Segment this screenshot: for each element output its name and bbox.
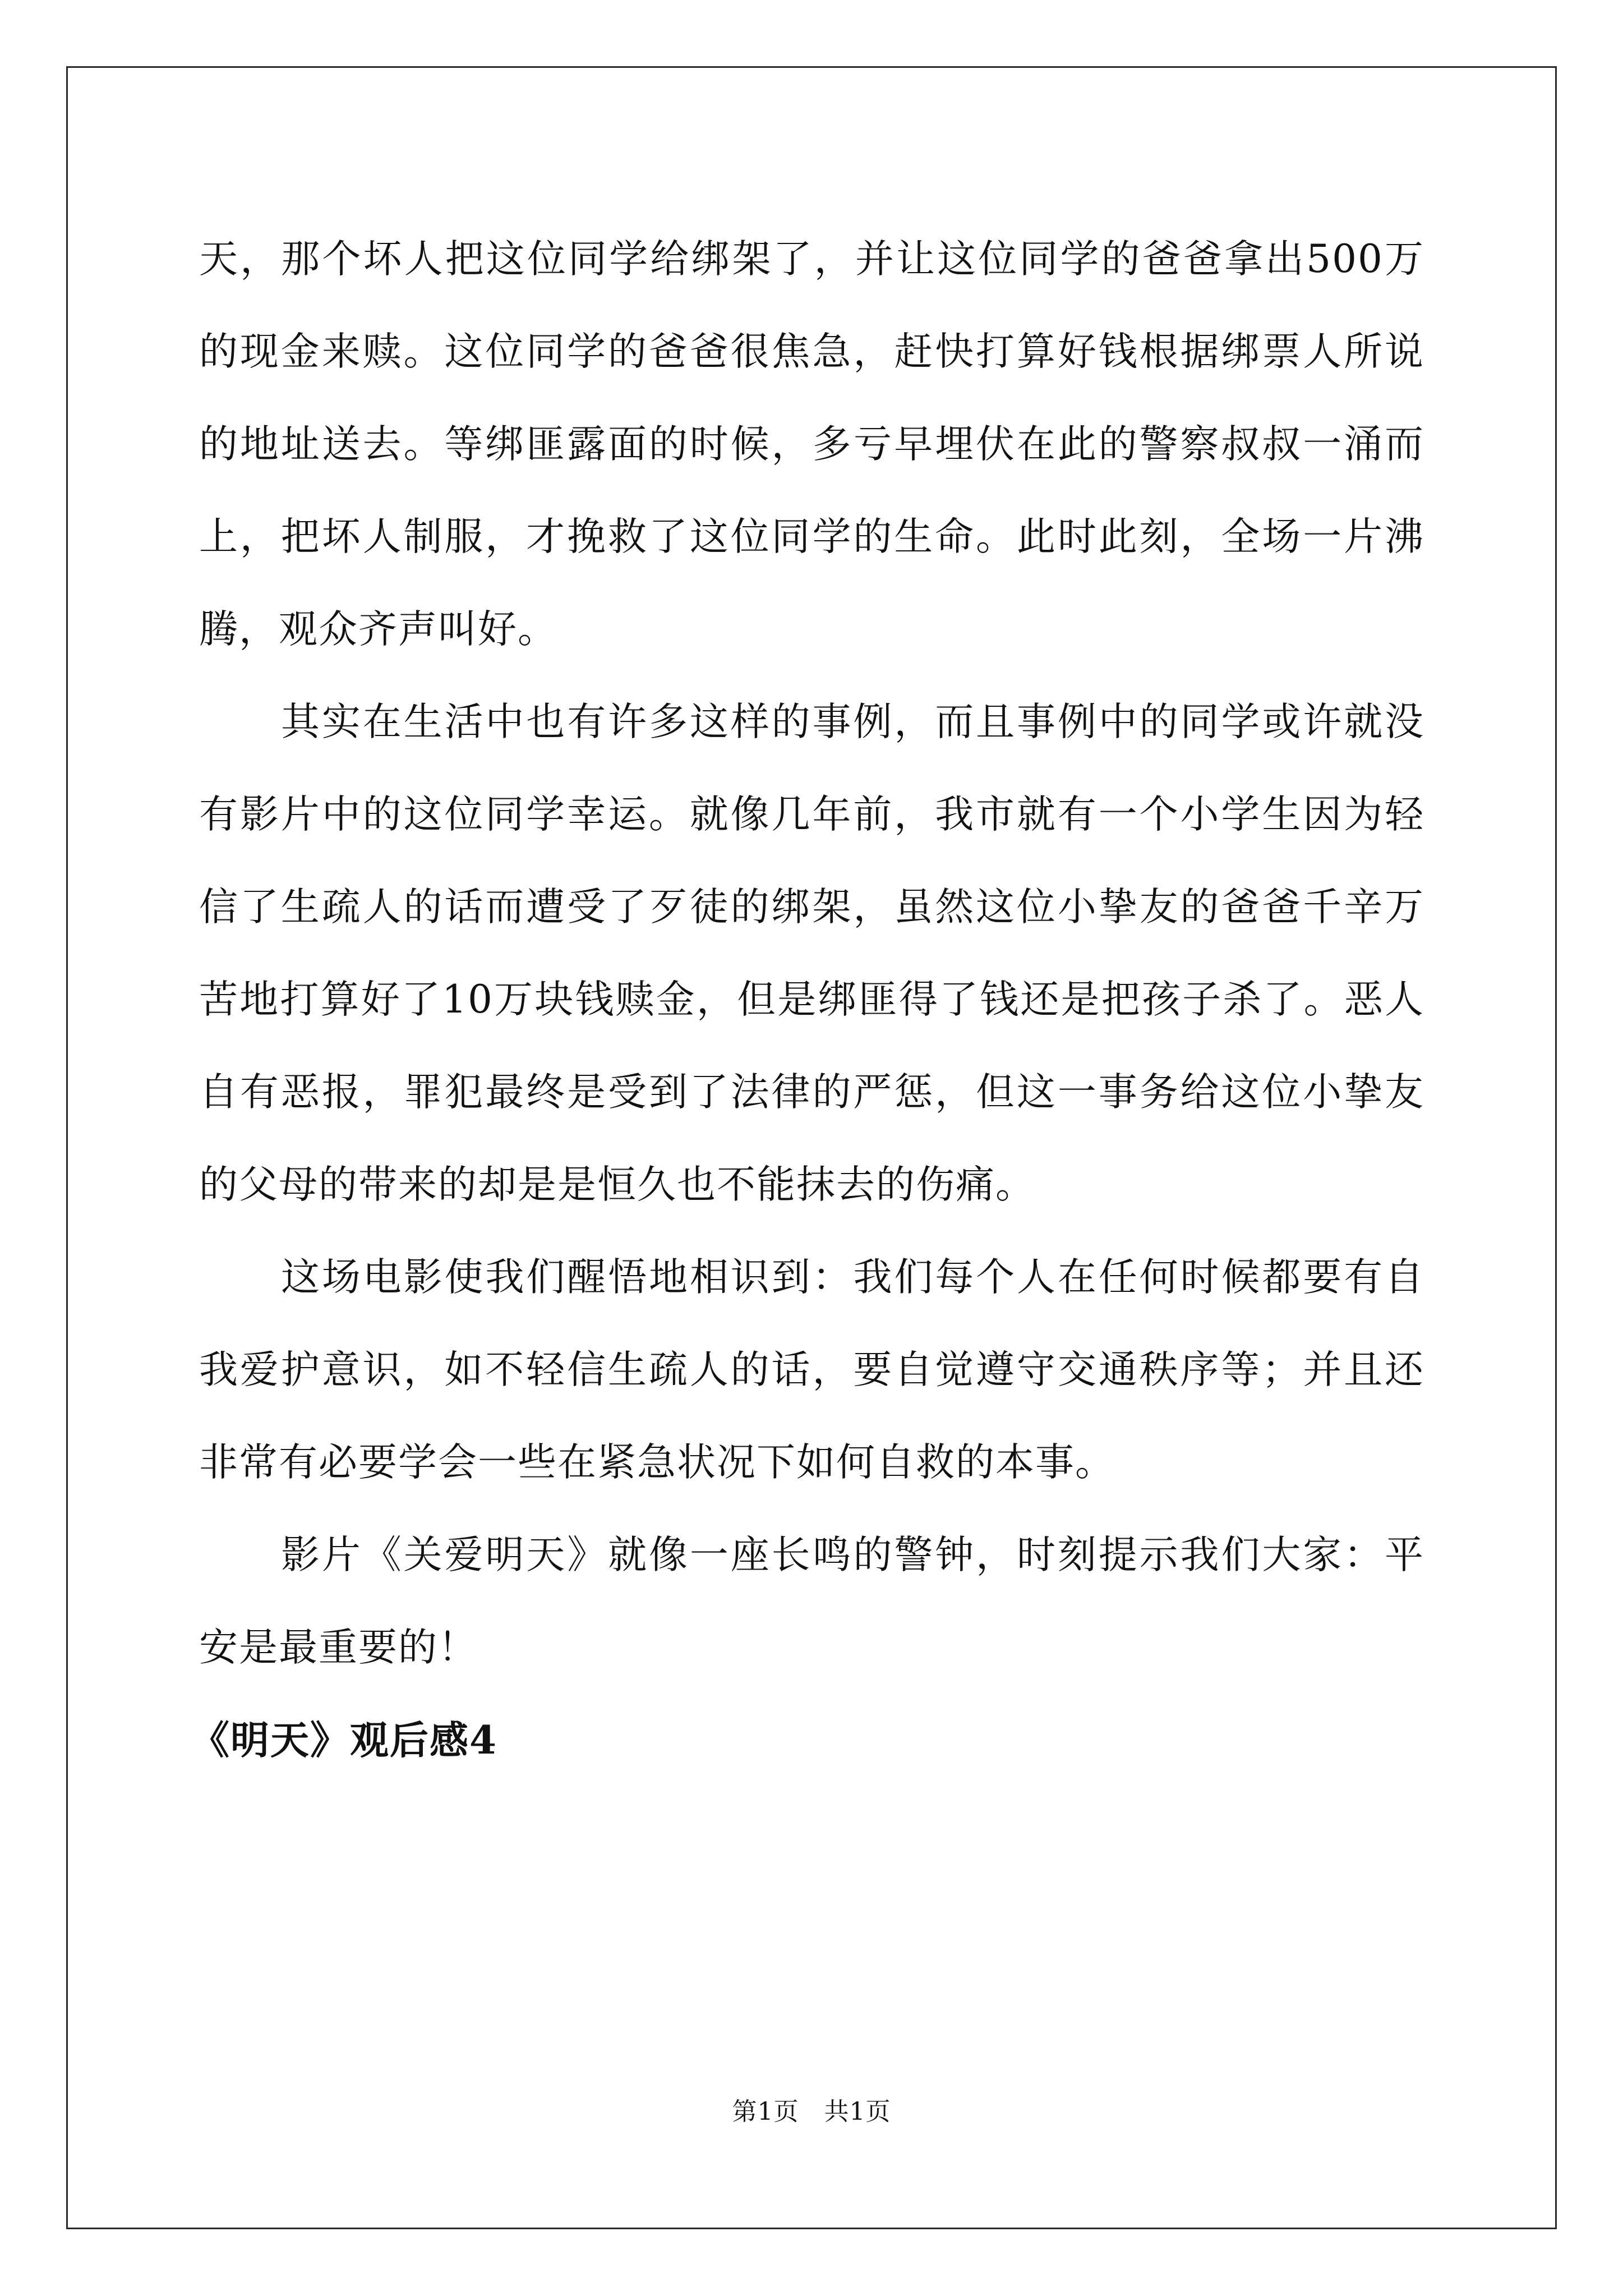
paragraph-1: 天，那个坏人把这位同学给绑架了，并让这位同学的爸爸拿出500万的现金来赎。这位同学的爸爸很焦急，赶快打算好钱根据绑票人所说的地址送去。等绑匪露面的时候，多亏早埋伏在此的警察叔叔一涌而上，把坏人制服，才挽救了这位同学的生命。此时此刻，全场一片沸腾，观众齐声叫好。 (199, 237, 1424, 652)
document-body (191, 213, 1424, 1787)
paragraph-4: 影片《关爱明天》就像一座长鸣的警钟，时刻提示我们大家：平安是最重要的！ (199, 1533, 1424, 1670)
page-footer: 第1页 共1页 (732, 2097, 891, 2126)
section-title: 《明天》观后感4 (191, 1718, 498, 1763)
paragraph-2: 其实在生活中也有许多这样的事例，而且事例中的同学或许就没有影片中的这位同学幸运。就像几年前，我市就有一个小学生因为轻信了生疏人的话而遭受了歹徒的绑架，虽然这位小挚友的爸爸千辛万苦地打算好了10万块钱赎金，但是绑匪得了钱还是把孩子杀了。恶人自有恶报，罪犯最终是受到了法律的严惩，但这一事务给这位小挚友的父母的带来的却是是恒久也不能抹去的伤痛。 (199, 700, 1424, 1207)
paragraph-3: 这场电影使我们醒悟地相识到：我们每个人在任何时候都要有自我爱护意识，如不轻信生疏人的话，要自觉遵守交通秩序等；并且还非常有必要学会一些在紧急状况下如何自救的本事。 (199, 1255, 1424, 1485)
